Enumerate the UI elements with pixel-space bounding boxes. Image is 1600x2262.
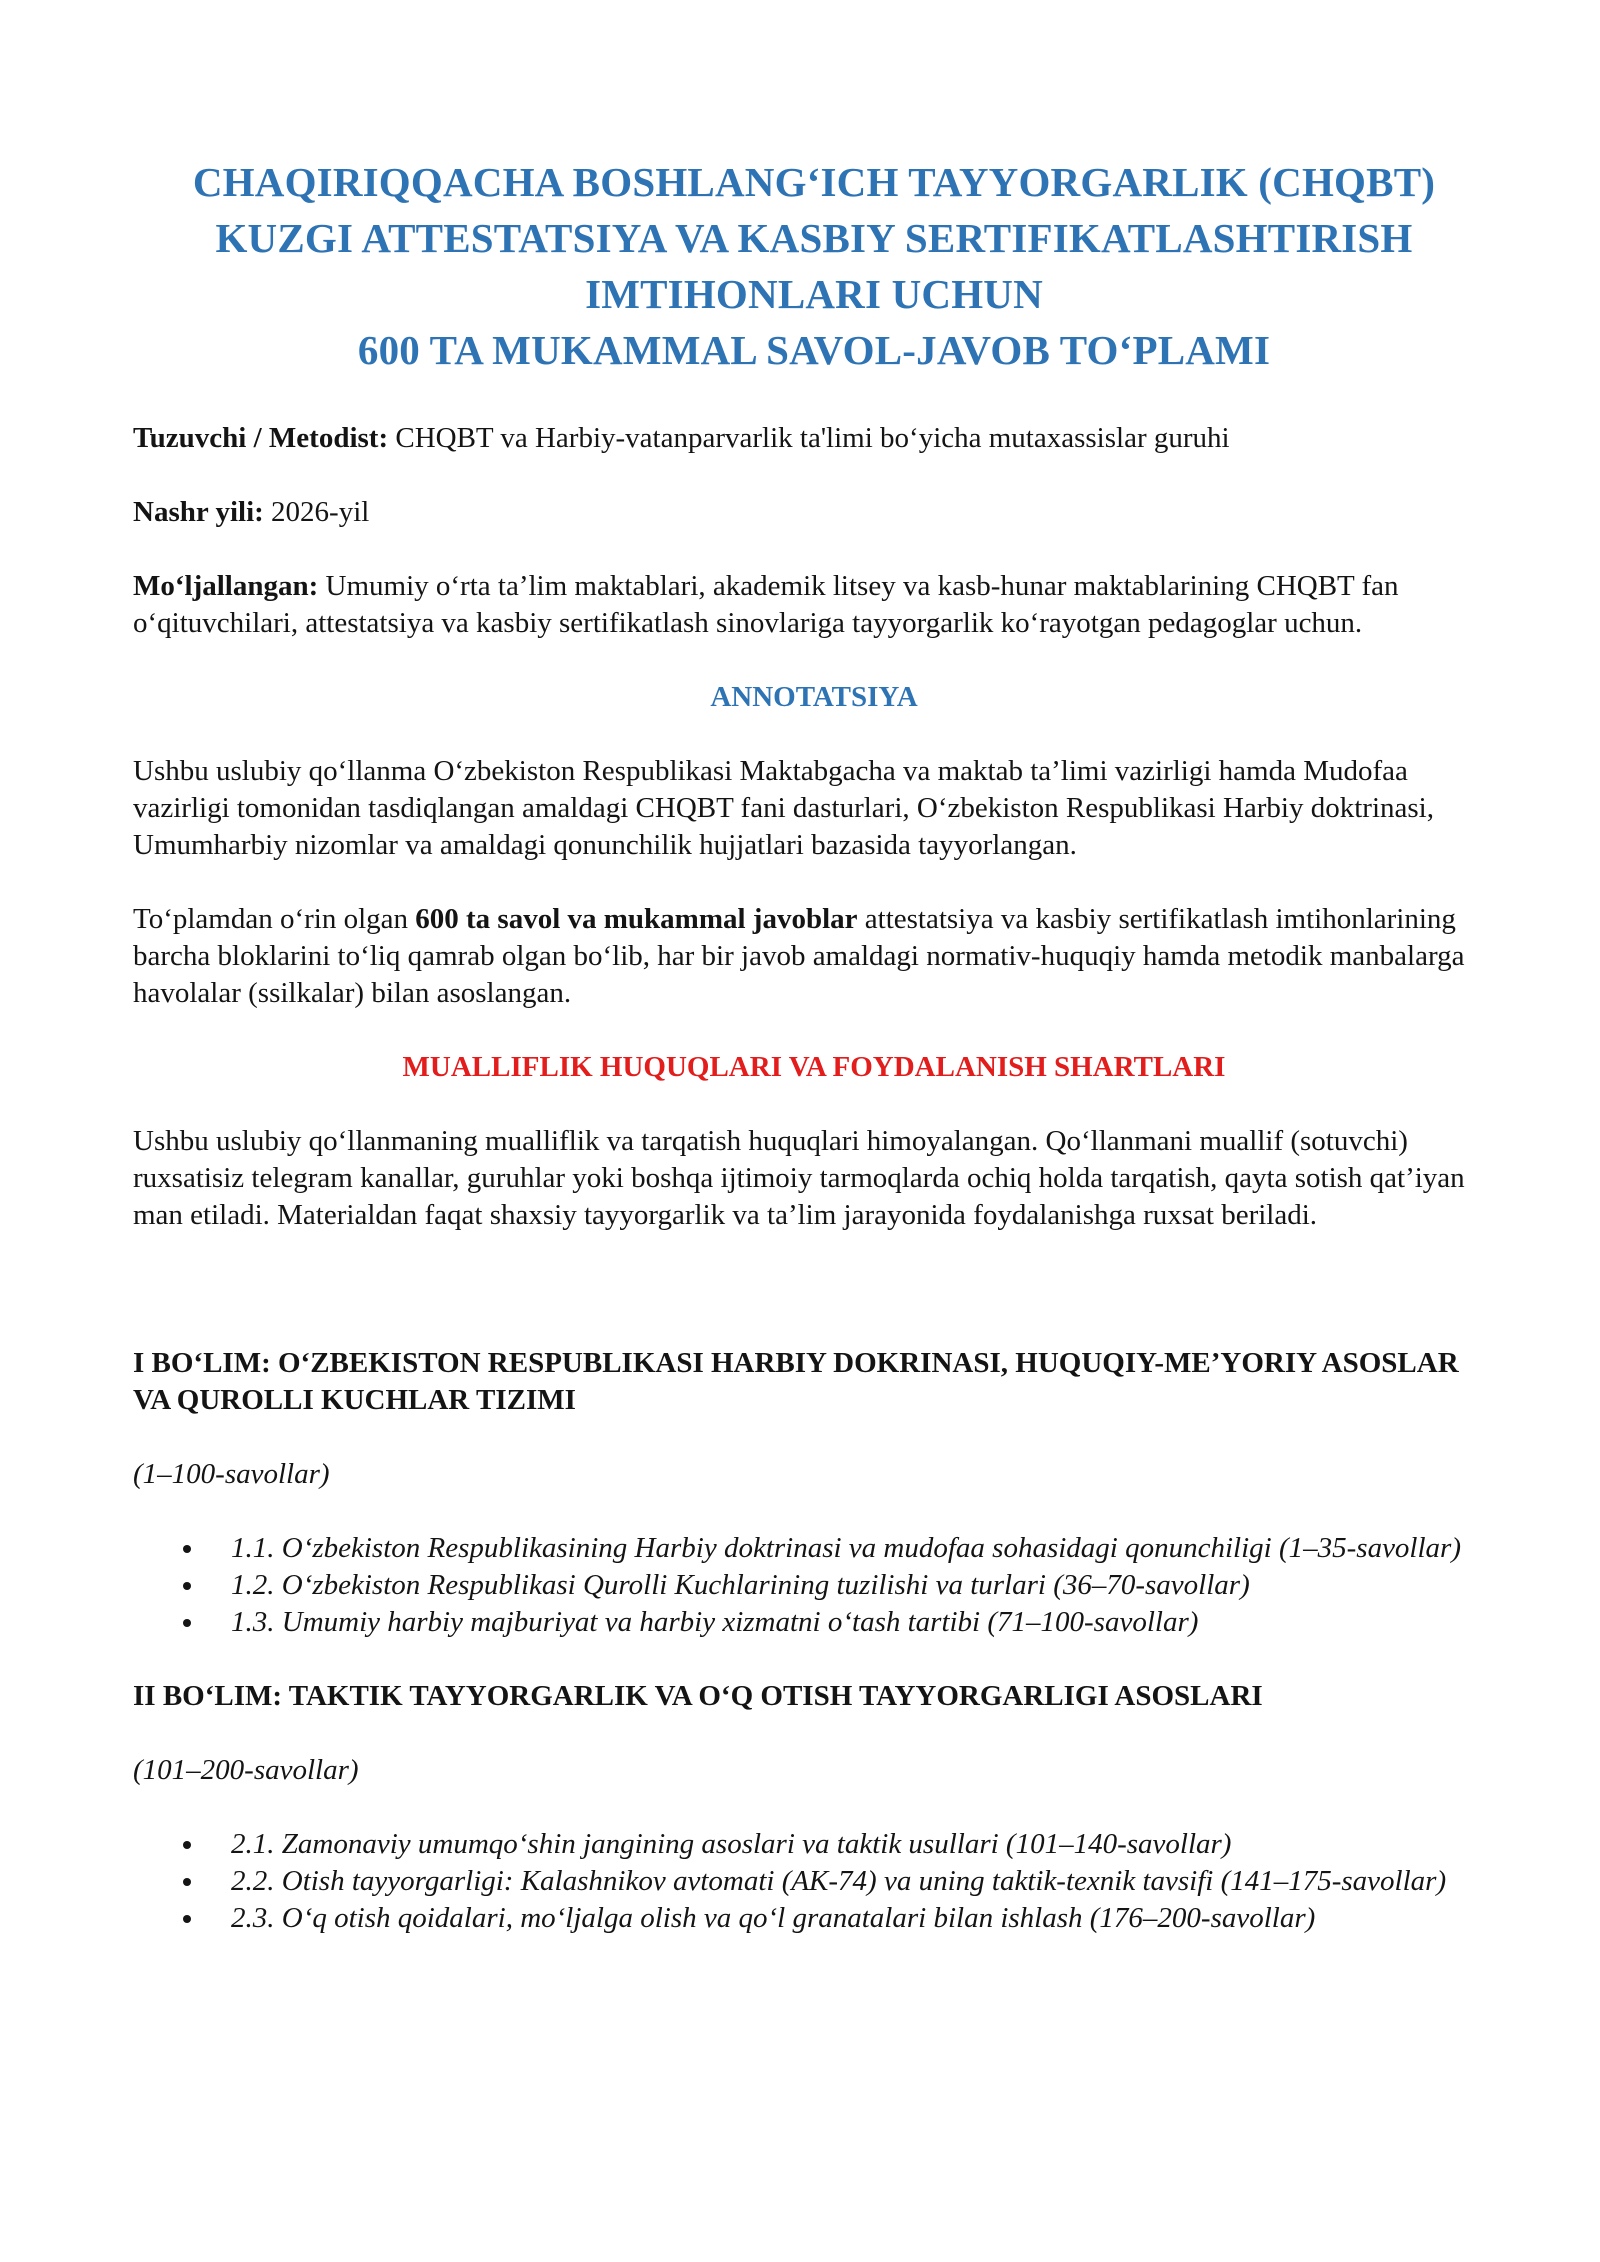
section-2-range: (101–200-savollar) (133, 1754, 359, 1786)
bullet-icon (183, 1915, 191, 1923)
section-1-range: (1–100-savollar) (133, 1458, 330, 1490)
document-title (133, 154, 1495, 378)
annotation-paragraph-2-end: attestatsiya va kasbiy sertifikatlash imtihonlarining barcha bloklarini to‘liq qamrab olgan bo‘lib, har bir javob amaldagi normativ-huquqiy hamda metodik manbalarga havolalar (ssilkalar) bilan asoslangan. (133, 903, 1465, 1009)
bullet-icon (183, 1841, 191, 1849)
bullet-icon (183, 1582, 191, 1590)
title-line-2: KUZGI ATTESTATSIYA VA KASBIY SERTIFIKATLASHTIRISH (215, 215, 1413, 261)
section-1-heading: I BO‘LIM: O‘ZBEKISTON RESPUBLIKASI HARBIY DOKRINASI, HUQUQIY-ME’YORIY ASOSLAR VA QUROLLI KUCHLAR TIZIMI (133, 1347, 1459, 1416)
bullet-icon (183, 1545, 191, 1553)
audience-line (133, 568, 1495, 642)
list-item (133, 1530, 1495, 1567)
list-item (133, 1567, 1495, 1604)
topic-label: 2.3. O‘q otish qoidalari, mo‘ljalga olish va qo‘l granatalari bilan ishlash (176–200-savollar) (231, 1902, 1316, 1934)
topic-label: 2.2. Otish tayyorgarligi: Kalashnikov avtomati (AK-74) va uning taktik-texnik tavsifi (141–175-savollar) (231, 1865, 1447, 1897)
audience-label: Mo‘ljallangan: (133, 570, 319, 602)
topic-label: 1.1. O‘zbekiston Respublikasining Harbiy doktrinasi va mudofaa sohasidagi qonunchiligi (1–35-savollar) (231, 1532, 1461, 1564)
year-value: 2026-yil (263, 496, 370, 528)
annotation-heading: ANNOTATSIYA (710, 681, 918, 713)
topic-label: 1.3. Umumiy harbiy majburiyat va harbiy xizmatni o‘tash tartibi (71–100-savollar) (231, 1606, 1199, 1638)
bullet-icon (183, 1619, 191, 1627)
bullet-icon (183, 1878, 191, 1886)
annotation-paragraph-2-bold: 600 ta savol va mukammal javoblar (415, 903, 858, 935)
year-label: Nashr yili: (133, 496, 264, 528)
list-item (133, 1863, 1495, 1900)
annotation-paragraph-1: Ushbu uslubiy qo‘llanma O‘zbekiston Respublikasi Maktabgacha va maktab ta’limi vazirligi hamda Mudofaa vazirligi tomonidan tasdiqlangan amaldagi CHQBT fani dasturlari, O‘zbekiston Respublikasi Harbiy doktrinasi, Umumharbiy nizomlar va amaldagi qonunchilik hujjatlari bazasida tayyorlangan. (133, 755, 1434, 861)
audience-value: Umumiy o‘rta ta’lim maktablari, akademik litsey va kasb-hunar maktablarining CHQBT fan o‘qituvchilari, attestatsiya va kasbiy sertifikatlash sinovlariga tayyorgarlik ko‘rayotgan pedagoglar uchun. (133, 570, 1399, 639)
topic-label: 1.2. O‘zbekiston Respublikasi Qurolli Kuchlarining tuzilishi va turlari (36–70-savollar) (231, 1569, 1250, 1601)
section-1-topic-list (133, 1530, 1495, 1641)
list-item (133, 1900, 1495, 1937)
author-label: Tuzuvchi / Metodist: (133, 422, 389, 454)
copyright-heading: MUALLIFLIK HUQUQLARI VA FOYDALANISH SHARTLARI (402, 1051, 1226, 1083)
section-2-topic-list (133, 1826, 1495, 1937)
section-2-heading: II BO‘LIM: TAKTIK TAYYORGARLIK VA O‘Q OTISH TAYYORGARLIGI ASOSLARI (133, 1680, 1263, 1712)
author-line (133, 420, 1495, 457)
copyright-paragraph: Ushbu uslubiy qo‘llanmaning mualliflik va tarqatish huquqlari himoyalangan. Qo‘llanmani muallif (sotuvchi) ruxsatisiz telegram kanallar, guruhlar yoki boshqa ijtimoiy tarmoqlarda ochiq holda tarqatish, qayta sotish qat’iyan man etiladi. Materialdan faqat shaxsiy tayyorgarlik va ta’lim jarayonida foydalanishga ruxsat beriladi. (133, 1125, 1465, 1231)
annotation-paragraph-2 (133, 901, 1495, 1012)
title-line-4: 600 TA MUKAMMAL SAVOL-JAVOB TO‘PLAMI (357, 327, 1271, 373)
topic-label: 2.1. Zamonaviy umumqo‘shin jangining asoslari va taktik usullari (101–140-savollar) (231, 1828, 1232, 1860)
list-item (133, 1604, 1495, 1641)
title-line-1: CHAQIRIQQACHA BOSHLANG‘ICH TAYYORGARLIK (CHQBT) (192, 159, 1436, 205)
author-value: CHQBT va Harbiy-vatanparvarlik ta'limi bo‘yicha mutaxassislar guruhi (388, 422, 1230, 454)
title-line-3: IMTIHONLARI UCHUN (585, 271, 1043, 317)
list-item (133, 1826, 1495, 1863)
year-line (133, 494, 1495, 531)
document-page (133, 0, 1495, 1937)
annotation-paragraph-2-start: To‘plamdan o‘rin olgan (133, 903, 416, 935)
